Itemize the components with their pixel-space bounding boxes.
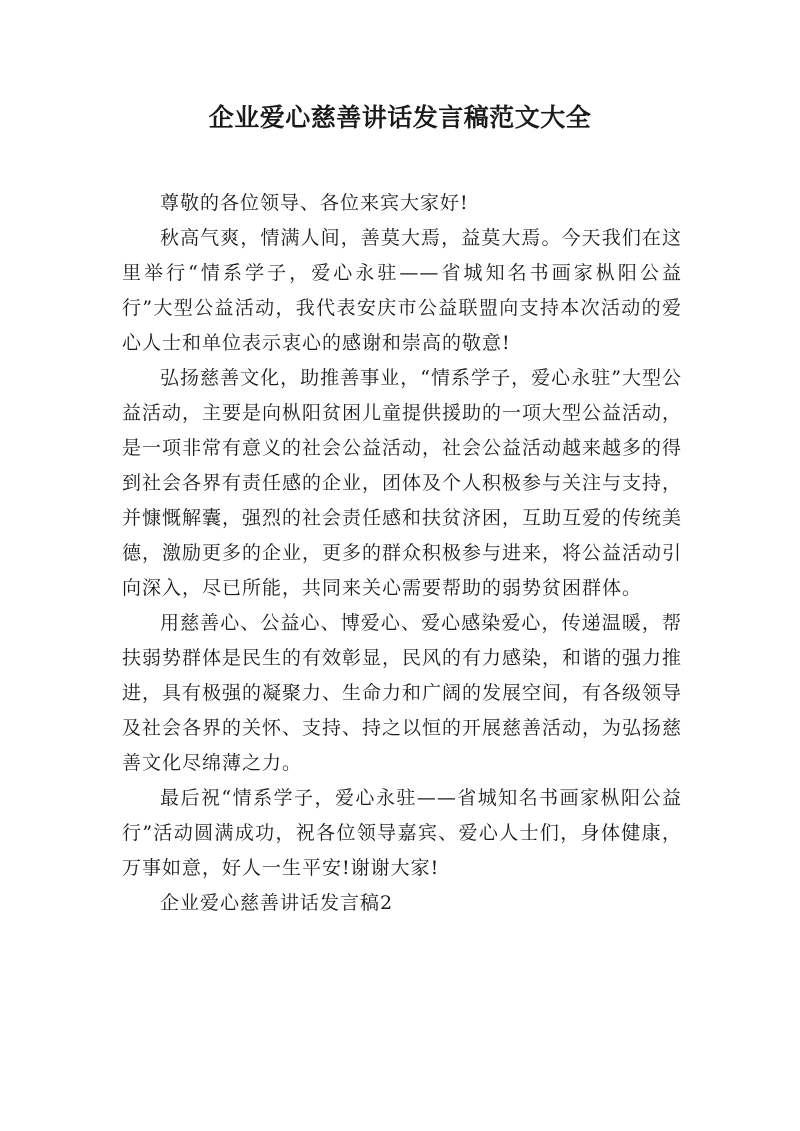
paragraph-charity: 用慈善心、公益心、博爱心、爱心感染爱心，传递温暖，帮扶弱势群体是民生的有效彰显，民风的有力感染，和谐的强力推进，具有极强的凝聚力、生命力和广阔的发展空间，有各级领导及社会各界的关怀、支持、持之以恒的开展慈善活动，为弘扬慈善文化尽绵薄之力。 <box>122 612 683 774</box>
document-title: 企业爱心慈善讲话发言稿范文大全 <box>208 103 592 132</box>
paragraph-activity: 弘扬慈善文化，助推善事业，“情系学子，爱心永驻”大型公益活动，主要是向枞阳贫困儿童提供援助的一项大型公益活动，是一项非常有意义的社会公益活动，社会公益活动越来越多的得到社会各界有责任感的企业，团体及个人积极参与关注与支持，并慷慨解囊，强烈的社会责任感和扶贫济困，互助互爱的传统美德，激励更多的企业，更多的群众积极参与进来，将公益活动引向深入，尽已所能，共同来关心需要帮助的弱势贫困群体。 <box>122 367 683 599</box>
paragraph-closing: 最后祝“情系学子，爱心永驻——省城知名书画家枞阳公益行”活动圆满成功，祝各位领导嘉宾、爱心人士们，身体健康，万事如意，好人一生平安!谢谢大家! <box>122 787 682 879</box>
paragraph-next-heading: 企业爱心慈善讲话发言稿2 <box>160 892 394 914</box>
paragraph-greeting: 尊敬的各位领导、各位来宾大家好! <box>160 192 469 214</box>
document-body <box>122 186 682 921</box>
paragraph-opening: 秋高气爽，情满人间，善莫大焉，益莫大焉。今天我们在这里举行“情系学子，爱心永驻——省城知名书画家枞阳公益行”大型公益活动，我代表安庆市公益联盟向支持本次活动的爱心人士和单位表示衷心的感谢和崇高的敬意! <box>122 227 682 354</box>
